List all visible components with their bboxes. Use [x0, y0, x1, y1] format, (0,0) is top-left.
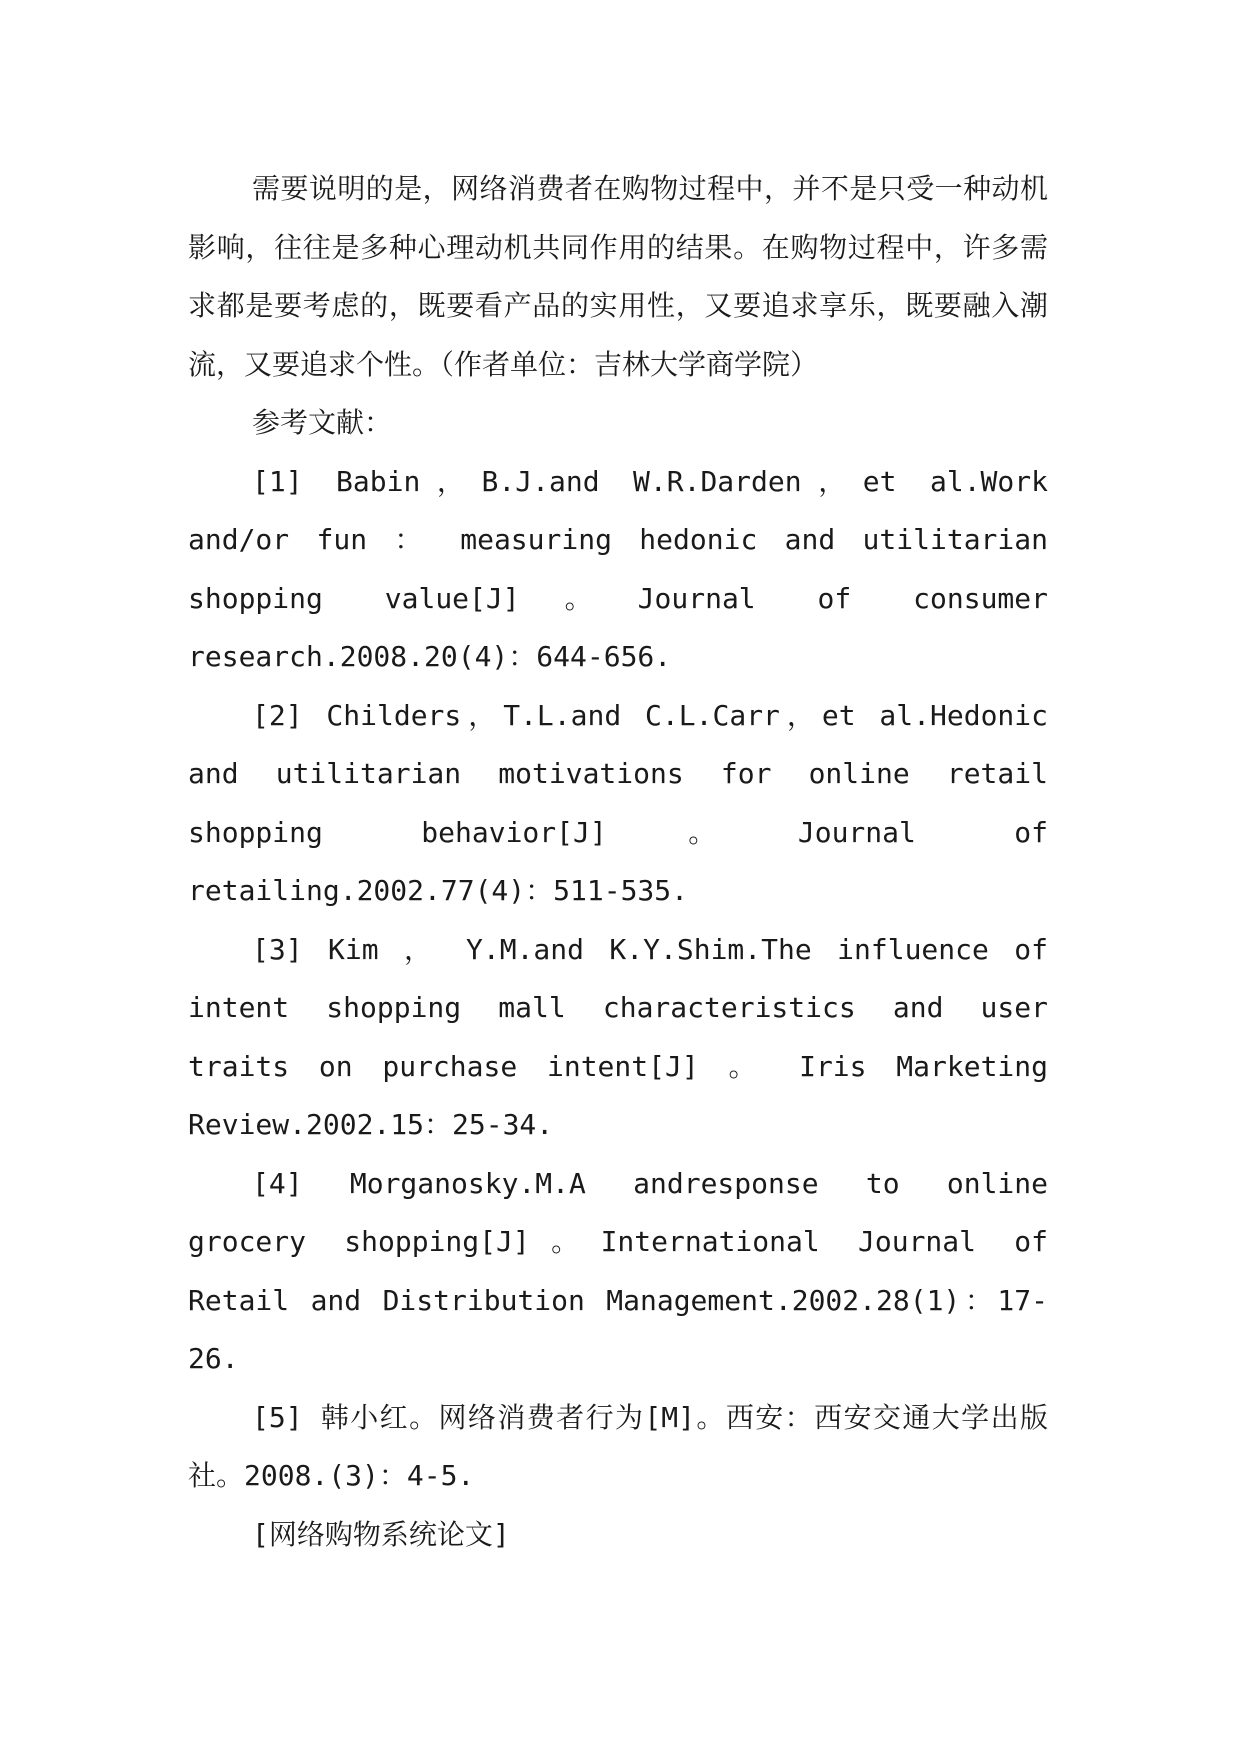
reference-item-5: [5] 韩小红。网络消费者行为[M]。西安：西安交通大学出版社。2008.(3)：4-5. — [188, 1400, 1048, 1492]
document-body — [188, 160, 1048, 1564]
references-heading: 参考文献： — [252, 406, 393, 439]
reference-item-1: [1] Babin，B.J.and W.R.Darden，et al.Work and/or fun ： measuring hedonic and utilitarian shopping value[J]。Journal of consumer research.2008.20(4)：644-656. — [188, 464, 1048, 673]
body-paragraph: 需要说明的是，网络消费者在购物过程中，并不是只受一种动机影响，往往是多种心理动机共同作用的结果。在购物过程中，许多需求都是要考虑的，既要看产品的实用性，又要追求享乐，既要融入潮流，又要追求个性。（作者单位：吉林大学商学院） — [188, 172, 1048, 381]
reference-item-2: [2] Childers，T.L.and C.L.Carr，et al.Hedonic and utilitarian motivations for online retail shopping behavior[J]。Journal of retailing.2002.77(4)：511-535. — [188, 698, 1048, 907]
footer-tag: [网络购物系统论文] — [252, 1517, 510, 1551]
reference-item-3: [3] Kim ， Y.M.and K.Y.Shim.The influence of intent shopping mall characteristics and user traits on purchase intent[J] 。 Iris Marketing Review.2002.15：25-34. — [188, 932, 1048, 1141]
reference-item-4: [4] Morganosky.M.A andresponse to online grocery shopping[J]。International Journal of Retail and Distribution Management.2002.28(1)：17-26. — [188, 1166, 1048, 1375]
